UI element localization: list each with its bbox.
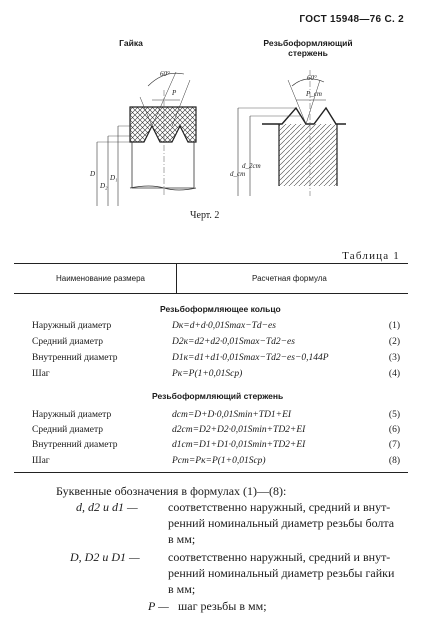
row-number: (8) xyxy=(388,456,400,466)
rod-d-major-mark: d_cm xyxy=(230,170,246,178)
section-ring: Резьбоформляющее кольцо xyxy=(160,304,281,314)
row-label: Наружный диаметр xyxy=(32,321,112,331)
nut-d-major-mark: D xyxy=(90,170,96,178)
row-label: Наружный диаметр xyxy=(32,410,112,420)
rod-d-mid-mark: d_2cm xyxy=(242,162,261,170)
col-header-name: Наименование размера xyxy=(56,274,146,283)
nut-d-minor-mark: D₁ xyxy=(110,174,118,182)
row-label: Внутренний диаметр xyxy=(32,353,118,363)
table-col-divider xyxy=(176,263,177,293)
row-number: (4) xyxy=(388,369,400,379)
legend-symbol: P — xyxy=(148,599,169,613)
row-label: Шаг xyxy=(32,369,50,379)
table-header-rule xyxy=(14,293,408,294)
nut-d-mid-mark: D₂ xyxy=(100,182,108,190)
row-formula: d1ст=D1+D1·0,01Smin+TD2+EI xyxy=(172,440,306,450)
row-formula: D1к=d1+d1·0,01Smax−Td2−es−0,144P xyxy=(172,353,329,363)
nut-pitch-mark: P xyxy=(172,89,177,97)
rod-angle-mark: 60° xyxy=(307,74,317,82)
row-formula: d2ст=D2+D2·0,01Smin+TD2+EI xyxy=(172,425,306,435)
row-formula: Pст=Pк=P(1+0,01Scp) xyxy=(172,456,266,466)
nut-label: Гайка xyxy=(119,38,143,48)
legend-intro: Буквенные обозначения в формулах (1)—(8): xyxy=(56,484,287,498)
legend-text: соответственно наружный, средний и внут- xyxy=(168,500,391,514)
thread-drawing xyxy=(0,0,422,230)
rod-label-line1: Резьбоформляющий xyxy=(263,38,353,48)
legend-text: ренний номинальный диаметр резьбы болта xyxy=(168,516,395,530)
nut-drawing xyxy=(89,70,196,206)
legend-text: шаг резьбы в мм; xyxy=(178,599,267,613)
row-number: (2) xyxy=(388,337,400,347)
row-formula: Pк=P(1+0,01Scp) xyxy=(172,369,243,379)
nut-angle-mark: 60° xyxy=(160,70,170,78)
row-number: (3) xyxy=(388,353,400,363)
section-rod: Резьбоформляющий стержень xyxy=(152,391,284,401)
row-formula: Dк=d+d·0,01Smax−Td−es xyxy=(172,321,276,331)
row-number: (7) xyxy=(388,440,400,450)
rod-label-line2: стержень xyxy=(288,48,328,58)
row-label: Внутренний диаметр xyxy=(32,440,118,450)
col-header-formula: Расчетная формула xyxy=(252,274,327,283)
table-title: Таблица 1 xyxy=(342,250,400,262)
row-formula: D2к=d2+d2·0,01Smax−Td2−es xyxy=(172,337,295,347)
rod-pitch-mark: P_cm xyxy=(306,90,322,98)
row-label: Средний диаметр xyxy=(32,337,104,347)
row-label: Средний диаметр xyxy=(32,425,104,435)
table-bottom-rule xyxy=(14,472,408,473)
legend-text: ренний номинальный диаметр резьбы гайки xyxy=(168,566,395,580)
legend-text: в мм; xyxy=(168,582,196,596)
row-number: (5) xyxy=(388,410,400,420)
row-number: (1) xyxy=(388,321,400,331)
table-top-rule xyxy=(14,263,408,264)
legend-text: соответственно наружный, средний и внут- xyxy=(168,550,391,564)
legend-text: в мм; xyxy=(168,532,196,546)
standard-header: ГОСТ 15948—76 С. 2 xyxy=(299,14,404,25)
legend-symbol: d, d2 и d1 — xyxy=(76,500,138,514)
legend-symbol: D, D2 и D1 — xyxy=(70,550,140,564)
row-formula: dст=D+D·0,01Smin+TD1+EI xyxy=(172,410,292,420)
figure-caption: Черт. 2 xyxy=(190,210,220,221)
row-label: Шаг xyxy=(32,456,50,466)
row-number: (6) xyxy=(388,425,400,435)
rod-drawing xyxy=(230,70,346,196)
